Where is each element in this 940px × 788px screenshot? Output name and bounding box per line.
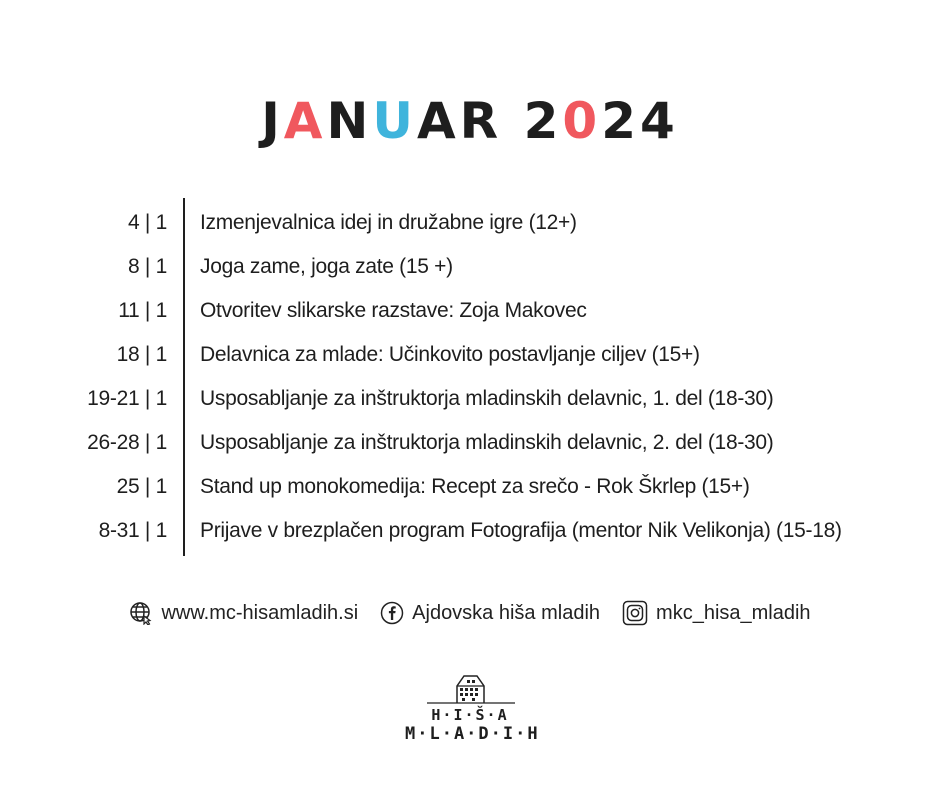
title-letter: 2 bbox=[601, 92, 640, 150]
event-name: Usposabljanje za inštruktorja mladinskih delavnic, 2. del (18-30) bbox=[200, 431, 774, 454]
website-text: www.mc-hisamladih.si bbox=[161, 601, 359, 624]
logo-line-1: H·I·Š·A bbox=[431, 706, 509, 724]
title-letter: 2 bbox=[523, 92, 563, 150]
event-date: 26-28 | 1 bbox=[87, 431, 167, 454]
facebook-link[interactable] bbox=[380, 601, 600, 625]
globe-icon bbox=[129, 601, 153, 625]
title-letter: R bbox=[459, 92, 503, 150]
event-dates-column bbox=[0, 204, 167, 556]
instagram-text: mkc_hisa_mladih bbox=[656, 601, 811, 624]
title-letter: 4 bbox=[640, 92, 679, 150]
timeline-divider bbox=[183, 198, 185, 556]
facebook-icon bbox=[380, 601, 404, 625]
event-date: 8 | 1 bbox=[128, 255, 167, 278]
title-letter: 0 bbox=[562, 92, 602, 150]
event-name: Stand up monokomedija: Recept za srečo - Rok Škrlep (15+) bbox=[200, 475, 750, 498]
event-name: Izmenjevalnica idej in družabne igre (12+) bbox=[200, 211, 577, 234]
hisa-mladih-logo bbox=[405, 672, 540, 752]
event-name: Usposabljanje za inštruktorja mladinskih delavnic, 1. del (18-30) bbox=[200, 387, 774, 410]
title-letter: N bbox=[326, 92, 373, 150]
title-letter: A bbox=[416, 92, 460, 150]
house-icon bbox=[405, 672, 535, 706]
instagram-icon bbox=[622, 600, 648, 626]
event-name: Otvoritev slikarske razstave: Zoja Makovec bbox=[200, 299, 587, 322]
event-date: 25 | 1 bbox=[116, 475, 167, 498]
title-letter: A bbox=[283, 92, 327, 150]
title-letter bbox=[502, 92, 523, 150]
logo-line-2: M·L·A·D·I·H bbox=[405, 724, 540, 744]
event-date: 18 | 1 bbox=[116, 343, 167, 366]
event-name: Prijave v brezplačen program Fotografija (mentor Nik Velikonja) (15-18) bbox=[200, 519, 842, 542]
page-title bbox=[0, 92, 940, 150]
facebook-text: Ajdovska hiša mladih bbox=[412, 601, 601, 624]
event-name: Delavnica za mlade: Učinkovito postavljanje ciljev (15+) bbox=[200, 343, 700, 366]
event-date: 8-31 | 1 bbox=[98, 519, 167, 542]
event-date: 11 | 1 bbox=[118, 299, 167, 322]
contact-footer bbox=[0, 600, 940, 626]
website-link[interactable] bbox=[129, 601, 358, 625]
title-letter: U bbox=[372, 92, 417, 150]
event-name: Joga zame, joga zate (15 +) bbox=[200, 255, 453, 278]
title-letter: J bbox=[261, 92, 284, 150]
event-date: 19-21 | 1 bbox=[87, 387, 167, 410]
event-names-column bbox=[200, 204, 920, 556]
instagram-link[interactable] bbox=[622, 600, 811, 626]
event-date: 4 | 1 bbox=[128, 211, 167, 234]
